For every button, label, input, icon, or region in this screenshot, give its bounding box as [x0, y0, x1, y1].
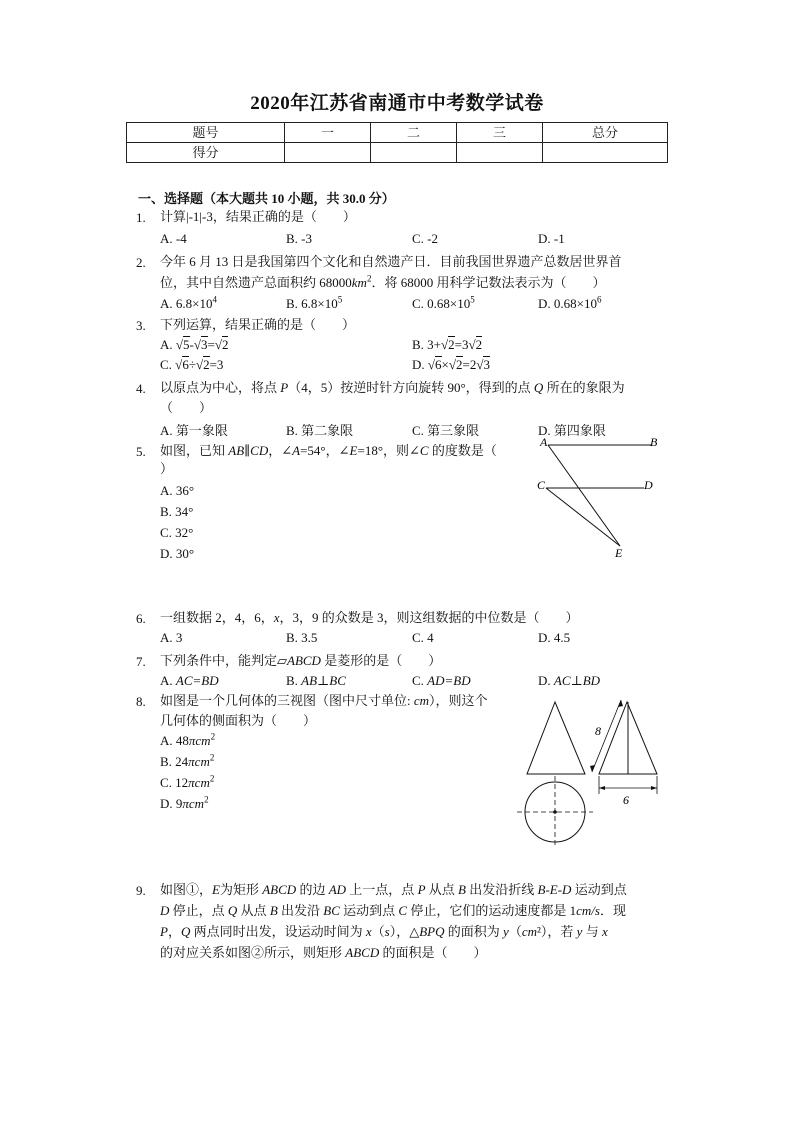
option-d[interactable]: D. AC⊥BD	[538, 673, 601, 688]
section-heading: 一、选择题（本大题共 10 小题，共 30.0 分）	[138, 191, 395, 206]
question-stem-line: 位，其中自然遗产总面积约 $68000km^2$．将 68000 用科学记数法表示为（ ）	[160, 273, 606, 290]
arrowhead	[599, 786, 605, 790]
three-view-figure	[515, 690, 670, 850]
option-c[interactable]: C. √6÷√2=3	[160, 357, 224, 372]
label-d: D	[644, 478, 653, 492]
option-b[interactable]: B. 3+√2=3√2	[412, 337, 483, 352]
math-expression: 3+√2=3√2	[427, 337, 483, 352]
option-a[interactable]: A. $6.8\times 10^4$	[160, 294, 217, 311]
math-expression: √5-√3=√2	[175, 337, 229, 352]
option-d[interactable]: D. -1	[538, 231, 565, 246]
score-table-header-row	[127, 123, 668, 143]
question-stem-line: ）	[160, 461, 174, 476]
question-stem-line: 如图是一个几何体的三视图（图中尺寸单位: cm），则这个	[160, 693, 488, 708]
question-stem-line: D 停止，点 Q 从点 B 出发沿 BC 运动到点 C 停止，它们的运动速度都是 1cm/s．现	[160, 903, 626, 918]
score-input-cell[interactable]	[371, 143, 457, 163]
option-b[interactable]: B. 24πcm$^2$	[160, 752, 215, 769]
option-a[interactable]: A. -4	[160, 231, 187, 246]
line-ae	[548, 445, 620, 546]
score-header-cell: 一	[285, 123, 371, 143]
option-a[interactable]: A. 48πcm$^2$	[160, 731, 216, 748]
option-d[interactable]: D. √6×√2=2√3	[412, 357, 490, 372]
parallel-lines-figure	[530, 432, 665, 562]
question-stem-line: 以原点为中心，将点 P（4，5）按逆时针方向旋转 90°，得到的点 Q 所在的象限为	[160, 380, 625, 395]
option-c[interactable]: C. $0.68\times 10^5$	[412, 294, 475, 311]
option-c[interactable]: C. AD=BD	[412, 673, 471, 688]
question-stem-line: 的对应关系如图②所示，则矩形 ABCD 的面积是（ ）	[160, 945, 487, 960]
score-table	[126, 122, 668, 163]
score-header-cell: 二	[371, 123, 457, 143]
question-number: 6.	[136, 611, 146, 626]
option-a[interactable]: A. √5-√3=√2	[160, 337, 229, 352]
score-header-cell: 三	[457, 123, 543, 143]
option-c[interactable]: C. 32°	[160, 525, 194, 540]
question-number: 5.	[136, 444, 146, 459]
option-b[interactable]: B. 3.5	[286, 630, 318, 645]
option-c[interactable]: C. -2	[412, 231, 438, 246]
question-number: 3.	[136, 318, 146, 333]
question-number: 8.	[136, 694, 146, 709]
question-stem-line: 如图①，E为矩形 ABCD 的边 AD 上一点，点 P 从点 B 出发沿折线 B-E-D 运动到点	[160, 882, 627, 897]
score-input-cell[interactable]	[543, 143, 668, 163]
question-number: 4.	[136, 381, 146, 396]
score-header-cell: 总分	[543, 123, 668, 143]
page-title: 2020年江苏省南通市中考数学试卷	[250, 93, 544, 114]
option-c[interactable]: C. 第三象限	[412, 423, 480, 438]
label-c: C	[537, 478, 546, 492]
question-stem: 一组数据 2，4，6，x，3，9 的众数是 3，则这组数据的中位数是（ ）	[160, 610, 579, 625]
score-header-cell: 题号	[127, 123, 285, 143]
math-expression: √6×√2=2√3	[427, 357, 490, 372]
question-stem: 下列运算，结果正确的是（ ）	[160, 317, 356, 332]
option-d[interactable]: D. 第四象限	[538, 423, 606, 438]
option-b[interactable]: B. -3	[286, 231, 312, 246]
option-d[interactable]: D. 9πcm$^2$	[160, 794, 209, 811]
option-d[interactable]: D. 4.5	[538, 630, 571, 645]
center-point	[553, 810, 557, 814]
option-c[interactable]: C. 12πcm$^2$	[160, 773, 215, 790]
score-table-score-row	[127, 143, 668, 163]
question-number: 7.	[136, 654, 146, 669]
question-stem-line: P，Q 两点同时出发，设运动时间为 x（s），△BPQ 的面积为 y（cm²），若 y 与 x	[160, 924, 608, 939]
question-number: 9.	[136, 883, 146, 898]
question-number: 2.	[136, 255, 146, 270]
score-input-cell[interactable]	[457, 143, 543, 163]
score-input-cell[interactable]	[285, 143, 371, 163]
line-ce	[546, 488, 620, 546]
label-b: B	[650, 435, 658, 449]
front-view-triangle	[527, 702, 585, 774]
option-c[interactable]: C. 4	[412, 630, 434, 645]
option-d[interactable]: D. 30°	[160, 546, 195, 561]
slant-dimension-label: 8	[595, 724, 601, 738]
arrowhead	[651, 786, 657, 790]
option-a[interactable]: A. 3	[160, 630, 183, 645]
option-b[interactable]: B. AB⊥BC	[286, 673, 346, 688]
label-e: E	[615, 546, 623, 560]
question-number: 1.	[136, 210, 146, 225]
option-b[interactable]: B. 34°	[160, 504, 194, 519]
label-a: A	[540, 435, 548, 449]
option-a[interactable]: A. 36°	[160, 483, 195, 498]
score-row-label: 得分	[127, 143, 285, 163]
question-stem-line: （ ）	[160, 400, 213, 415]
question-stem-line: 几何体的侧面积为（ ）	[160, 713, 317, 728]
math-expression: √6÷√2=3	[175, 357, 224, 372]
base-dimension-label: 6	[623, 793, 629, 807]
question-stem: 下列条件中，能判定▱ABCD 是菱形的是（ ）	[160, 653, 442, 668]
option-b[interactable]: B. $6.8\times 10^5$	[286, 294, 343, 311]
question-stem: 计算|-1|-3，结果正确的是（ ）	[160, 209, 356, 224]
option-d[interactable]: D. $0.68\times 10^6$	[538, 294, 602, 311]
option-a[interactable]: A. 第一象限	[160, 423, 228, 438]
question-stem-line: 今年 6 月 13 日是我国第四个文化和自然遗产日．目前我国世界遗产总数居世界首	[160, 254, 622, 269]
option-a[interactable]: A. AC=BD	[160, 673, 219, 688]
option-b[interactable]: B. 第二象限	[286, 423, 354, 438]
question-stem-line: 如图，已知 AB∥CD，∠A=54°，∠E=18°，则∠C 的度数是（	[160, 443, 497, 458]
